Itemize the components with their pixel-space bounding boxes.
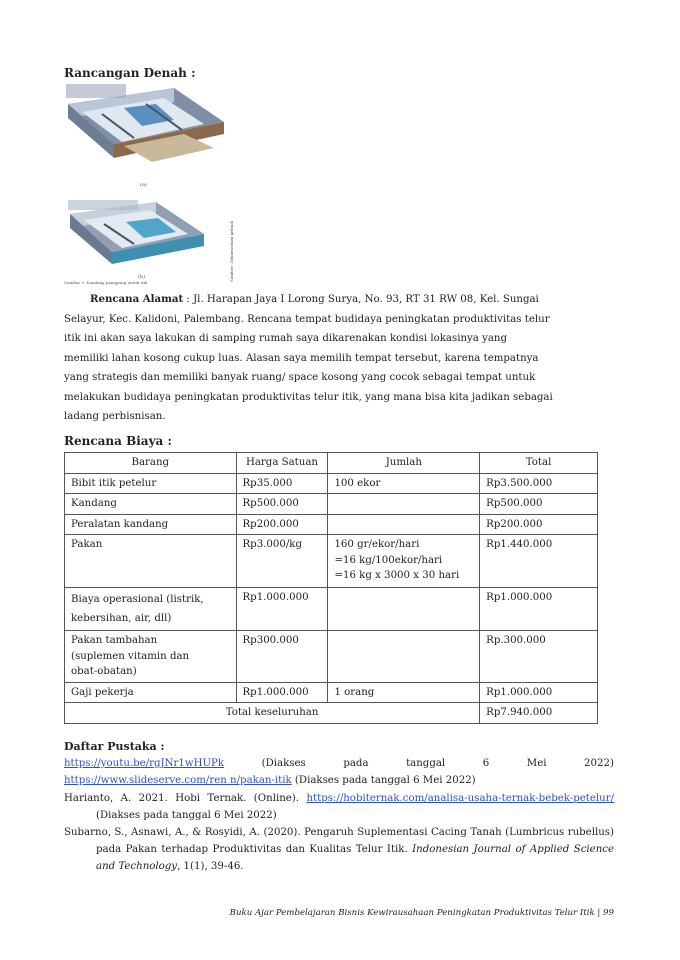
design-heading: Rancangan Denah :: [64, 66, 196, 80]
figure-caption: Gambar 5. Kandang panggung untuk itik: [64, 280, 148, 285]
table-row: Gaji pekerja Rp1.000.000 1 orang Rp1.000.000: [65, 682, 598, 703]
address-label: Rencana Alamat: [90, 293, 184, 305]
reference-4: Subarno, S., Asnawi, A., & Rosyidi, A. (2020). Pengaruh Suplementasi Cacing Tanah (Lumbricus rubellus) pada Pakan terhadap Produktivitas dan Kualitas Telur Itik. Indonesian Journal of Applied Science and Technology, 1(1), 39-46.: [64, 827, 614, 873]
cost-table: [64, 452, 598, 724]
header-quantity: Jumlah: [328, 453, 480, 474]
address-paragraph: [64, 290, 614, 427]
page-footer: Buku Ajar Pembelajaran Bisnis Kewirausahaan Peningkatan Produktivitas Telur Itik | 99: [229, 908, 614, 918]
figure-side-text: Sumber: Dokumentasi pribadi: [229, 220, 234, 282]
header-total: Total: [480, 453, 598, 474]
cage-design-figure: [64, 82, 236, 282]
reference-1-link[interactable]: https://youtu.be/rgJNr1wHUPk: [64, 758, 225, 770]
figure-label-a: (a): [140, 182, 147, 188]
reference-2-link[interactable]: https://www.slideserve.com/ren n/pakan-itik: [64, 775, 292, 787]
reference-2: https://www.slideserve.com/ren n/pakan-itik (Diakses pada tanggal 6 Mei 2022): [64, 775, 476, 787]
reference-1: https://youtu.be/rgJNr1wHUPk (Diakses pada tanggal 6 Mei 2022): [64, 755, 614, 772]
figure-label-b: (b): [138, 274, 146, 280]
reference-3: Harianto, A. 2021. Hobi Ternak. (Online). https://hobiternak.com/analisa-usaha-ternak-bebek-petelur/ (Diakses pada tanggal 6 Mei 2022): [64, 792, 614, 821]
address-line-2: Selayur, Kec. Kalidoni, Palembang. Rencana tempat budidaya peningkatan produktivitas telur: [64, 313, 550, 325]
cost-heading: Rencana Biaya :: [64, 434, 172, 448]
cage-rendering-b: [68, 200, 204, 264]
address-line-4: memiliki lahan kosong cukup luas. Alasan saya memilih tempat tersebut, karena tempatnya: [64, 352, 539, 364]
references-section: [64, 738, 614, 876]
total-row: [65, 703, 598, 724]
cage-rendering-a: [66, 84, 224, 162]
address-line-1: Rencana Alamat : Jl. Harapan Jaya I Lorong Surya, No. 93, RT 31 RW 08, Kel. Sungai: [90, 293, 539, 305]
table-row: Bibit itik petelur Rp35.000 100 ekor Rp3.500.000: [65, 473, 598, 494]
address-line-3: itik ini akan saya lakukan di samping rumah saya dikarenakan kondisi lokasinya yang: [64, 333, 507, 344]
table-row: Biaya operasional (listrik, kebersihan, air, dll) Rp1.000.000 Rp1.000.000: [65, 588, 598, 631]
reference-3-link[interactable]: https://hobiternak.com/analisa-usaha-ternak-bebek-petelur/: [306, 792, 614, 804]
total-value: Rp7.940.000: [480, 703, 598, 724]
table-row: Pakan Rp3.000/kg 160 gr/ekor/hari =16 kg/100ekor/hari =16 kg x 3000 x 30 hari Rp1.440.000: [65, 535, 598, 588]
table-row: Pakan tambahan (suplemen vitamin dan obat-obatan) Rp300.000 Rp.300.000: [65, 631, 598, 683]
total-label: Total keseluruhan: [65, 703, 480, 724]
references-heading: Daftar Pustaka :: [64, 740, 165, 753]
header-unit-price: Harga Satuan: [236, 453, 328, 474]
table-row: Kandang Rp500.000 Rp500.000: [65, 494, 598, 515]
address-line-5: yang strategis dan memiliki banyak ruang/ space kosong yang cocok sebagai tempat untuk: [64, 372, 536, 383]
header-item: Barang: [65, 453, 237, 474]
table-row: Peralatan kandang Rp200.000 Rp200.000: [65, 514, 598, 535]
address-line-7: ladang perbisnisan.: [64, 411, 166, 422]
address-line-6: melakukan budidaya peningkatan produktivitas telur itik, yang mana bisa kita jadikan sebagai: [64, 391, 553, 403]
cost-table-header: [65, 453, 598, 474]
